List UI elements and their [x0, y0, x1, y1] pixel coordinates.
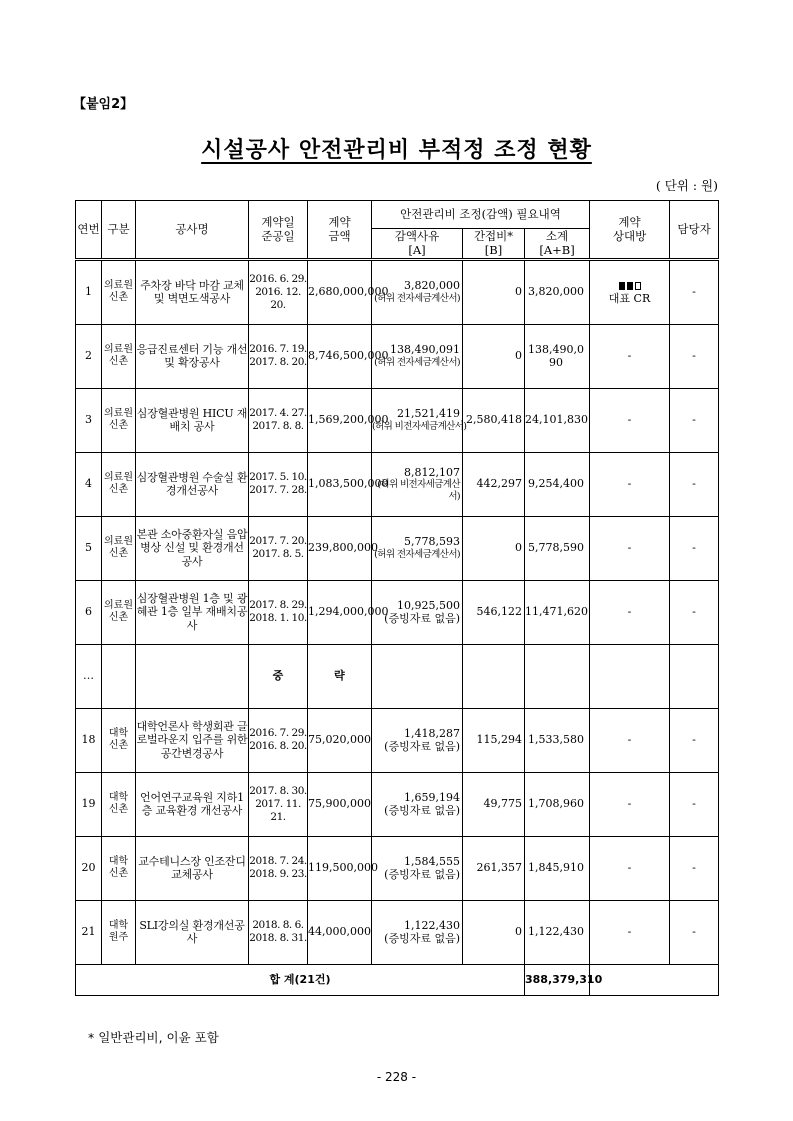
- row-subtotal: 1,122,430: [525, 900, 590, 964]
- row-division: 의료원 신촌: [102, 388, 136, 452]
- header-counterparty: [590, 201, 670, 260]
- row-indirect: 0: [463, 324, 525, 388]
- title-text: 시설공사 안전관리비 부적정 조정 현황: [201, 138, 592, 163]
- attachment-label: 【붙임2】: [73, 97, 134, 112]
- total-label: 합 계(21건): [76, 964, 525, 995]
- header-reason: [372, 229, 463, 260]
- row-reason: 5,778,593 (허위 전자세금계산서): [372, 516, 463, 580]
- row-subtotal: 9,254,400: [525, 452, 590, 516]
- row-no: 6: [76, 580, 102, 644]
- row-project-name: 심장혈관병원 HICU 재배치 공사: [136, 388, 249, 452]
- row-indirect: 546,122: [463, 580, 525, 644]
- row-indirect: 115,294: [463, 708, 525, 772]
- row-reason: 138,490,091 (허위 전자세금계산서): [372, 324, 463, 388]
- row-project-name: 주차장 바닥 마감 교체 및 벽면도색공사: [136, 259, 249, 324]
- row-project-name: 본관 소아중환자실 음압병상 신설 및 환경개선공사: [136, 516, 249, 580]
- row-manager: -: [670, 900, 719, 964]
- header-dates: [249, 201, 308, 260]
- unit-label: ( 단위 : 원): [655, 178, 718, 193]
- header-counterparty-line1: 계약: [618, 215, 641, 229]
- row-counterparty: -: [590, 580, 670, 644]
- table-row: [76, 388, 719, 452]
- row-division: 의료원 신촌: [102, 516, 136, 580]
- row-counterparty: -: [590, 772, 670, 836]
- row-dates: 2016. 7. 29. 2016. 8. 20.: [249, 708, 308, 772]
- page-title: [0, 133, 793, 164]
- row-indirect: 0: [463, 516, 525, 580]
- redacted-mark-icon: [590, 279, 669, 293]
- row-contract-amount: 1,569,200,000: [308, 388, 372, 452]
- row-contract-amount: 239,800,000: [308, 516, 372, 580]
- ellipsis-row: [76, 644, 719, 708]
- row-subtotal: 5,778,590: [525, 516, 590, 580]
- row-reason: 21,521,419 (허위 비전자세금계산서): [372, 388, 463, 452]
- row-dates: 2016. 6. 29. 2016. 12. 20.: [249, 259, 308, 324]
- row-contract-amount: 2,680,000,000: [308, 259, 372, 324]
- row-no: 3: [76, 388, 102, 452]
- row-project-name: 심장혈관병원 1층 및 광혜관 1층 일부 재배치공사: [136, 580, 249, 644]
- row-reason: 1,659,194 (증빙자료 없음): [372, 772, 463, 836]
- row-manager: -: [670, 836, 719, 900]
- header-division: 구분: [102, 201, 136, 260]
- header-reason-code: [A]: [408, 243, 426, 258]
- row-no: 2: [76, 324, 102, 388]
- table-row: [76, 580, 719, 644]
- row-contract-amount: 8,746,500,000: [308, 324, 372, 388]
- row-no: 5: [76, 516, 102, 580]
- row-division: 의료원 신촌: [102, 259, 136, 324]
- row-reason: 1,418,287 (증빙자료 없음): [372, 708, 463, 772]
- row-division: 대학 원주: [102, 900, 136, 964]
- row-indirect: 49,775: [463, 772, 525, 836]
- row-division: 의료원 신촌: [102, 580, 136, 644]
- row-subtotal: 3,820,000: [525, 259, 590, 324]
- total-value: 388,379,310: [525, 964, 590, 995]
- table-row: [76, 900, 719, 964]
- table-row: [76, 772, 719, 836]
- row-counterparty: -: [590, 836, 670, 900]
- row-indirect: 442,297: [463, 452, 525, 516]
- row-contract-amount: 119,500,000: [308, 836, 372, 900]
- row-division: 대학 신촌: [102, 772, 136, 836]
- row-no: 18: [76, 708, 102, 772]
- row-counterparty: -: [590, 324, 670, 388]
- row-division: 대학 신촌: [102, 708, 136, 772]
- table-row: [76, 324, 719, 388]
- table-row: [76, 452, 719, 516]
- row-manager: -: [670, 388, 719, 452]
- row-manager: -: [670, 324, 719, 388]
- header-contract-amount: [308, 201, 372, 260]
- row-manager: -: [670, 580, 719, 644]
- row-counterparty: -: [590, 516, 670, 580]
- header-indirect-label: 간접비*: [473, 229, 514, 243]
- row-manager: -: [670, 259, 719, 324]
- row-project-name: 교수테니스장 인조잔디 교체공사: [136, 836, 249, 900]
- row-no: 21: [76, 900, 102, 964]
- row-contract-amount: 1,083,500,000: [308, 452, 372, 516]
- row-contract-amount: 75,020,000: [308, 708, 372, 772]
- row-counterparty: -: [590, 708, 670, 772]
- header-project-name: 공사명: [136, 201, 249, 260]
- header-manager: 담당자: [670, 201, 719, 260]
- header-adjustment-group: 안전관리비 조정(감액) 필요내역: [372, 201, 590, 229]
- row-subtotal: 138,490,090: [525, 324, 590, 388]
- row-counterparty: -: [590, 452, 670, 516]
- row-counterparty: -: [590, 900, 670, 964]
- row-project-name: 언어연구교육원 지하1층 교육환경 개선공사: [136, 772, 249, 836]
- table-row: [76, 836, 719, 900]
- table-row: [76, 708, 719, 772]
- row-subtotal: 11,471,620: [525, 580, 590, 644]
- row-dates: 2017. 8. 30. 2017. 11. 21.: [249, 772, 308, 836]
- row-reason: 8,812,107 (허위 비전자세금계산서): [372, 452, 463, 516]
- row-reason: 3,820,000 (허위 전자세금계산서): [372, 259, 463, 324]
- omitted-label-2: 략: [308, 644, 372, 708]
- page-number: - 228 -: [376, 1070, 417, 1084]
- row-division: 의료원 신촌: [102, 452, 136, 516]
- row-no: 1: [76, 259, 102, 324]
- row-indirect: 2,580,418: [463, 388, 525, 452]
- row-subtotal: 1,708,960: [525, 772, 590, 836]
- row-no: 4: [76, 452, 102, 516]
- row-dates: 2017. 5. 10. 2017. 7. 28.: [249, 452, 308, 516]
- row-reason: 1,122,430 (증빙자료 없음): [372, 900, 463, 964]
- row-division: 대학 신촌: [102, 836, 136, 900]
- row-manager: -: [670, 452, 719, 516]
- row-indirect: 0: [463, 259, 525, 324]
- header-completion-date: 준공일: [261, 229, 295, 244]
- header-subtotal: [525, 229, 590, 260]
- header-contract-date: 계약일: [261, 215, 295, 229]
- row-project-name: 대학언론사 학생회관 글로벌라운지 입주를 위한 공간변경공사: [136, 708, 249, 772]
- row-subtotal: 1,845,910: [525, 836, 590, 900]
- total-row: [76, 964, 719, 995]
- row-contract-amount: 44,000,000: [308, 900, 372, 964]
- row-counterparty: -: [590, 388, 670, 452]
- header-counterparty-line2: 상대방: [612, 229, 647, 244]
- table-row: [76, 516, 719, 580]
- row-contract-amount: 75,900,000: [308, 772, 372, 836]
- adjustment-table: [75, 200, 719, 996]
- row-project-name: SLI강의실 환경개선공사: [136, 900, 249, 964]
- row-project-name: 심장혈관병원 수술실 환경개선공사: [136, 452, 249, 516]
- row-manager: -: [670, 708, 719, 772]
- header-contract-amount-line1: 계약: [328, 215, 351, 229]
- row-reason: 10,925,500 (증빙자료 없음): [372, 580, 463, 644]
- header-subtotal-code: [A+B]: [539, 243, 575, 258]
- row-division: 의료원 신촌: [102, 324, 136, 388]
- header-no: 연번: [76, 201, 102, 260]
- row-contract-amount: 1,294,000,000: [308, 580, 372, 644]
- row-dates: 2018. 8. 6. 2018. 8. 31.: [249, 900, 308, 964]
- row-dates: 2017. 4. 27. 2017. 8. 8.: [249, 388, 308, 452]
- row-indirect: 0: [463, 900, 525, 964]
- row-manager: -: [670, 772, 719, 836]
- row-no: 20: [76, 836, 102, 900]
- omitted-label-1: 중: [249, 644, 308, 708]
- header-indirect-code: [B]: [484, 243, 503, 258]
- row-reason: 1,584,555 (증빙자료 없음): [372, 836, 463, 900]
- row-no: 19: [76, 772, 102, 836]
- row-dates: 2018. 7. 24. 2018. 9. 23.: [249, 836, 308, 900]
- header-reason-label: 감액사유: [394, 229, 440, 243]
- row-dates: 2017. 7. 20. 2017. 8. 5.: [249, 516, 308, 580]
- table-row: [76, 259, 719, 324]
- ellipsis-marker: …: [76, 644, 102, 708]
- row-project-name: 응급진료센터 기능 개선 및 확장공사: [136, 324, 249, 388]
- header-indirect: [463, 229, 525, 260]
- row-indirect: 261,357: [463, 836, 525, 900]
- row-manager: -: [670, 516, 719, 580]
- row-subtotal: 1,533,580: [525, 708, 590, 772]
- row-dates: 2016. 7. 19. 2017. 8. 20.: [249, 324, 308, 388]
- footnote: * 일반관리비, 이윤 포함: [88, 1030, 219, 1045]
- row-counterparty: 대표 CR: [590, 259, 670, 324]
- header-contract-amount-line2: 금액: [328, 229, 351, 244]
- header-subtotal-label: 소계: [545, 229, 569, 243]
- row-dates: 2017. 8. 29. 2018. 1. 10.: [249, 580, 308, 644]
- row-subtotal: 24,101,830: [525, 388, 590, 452]
